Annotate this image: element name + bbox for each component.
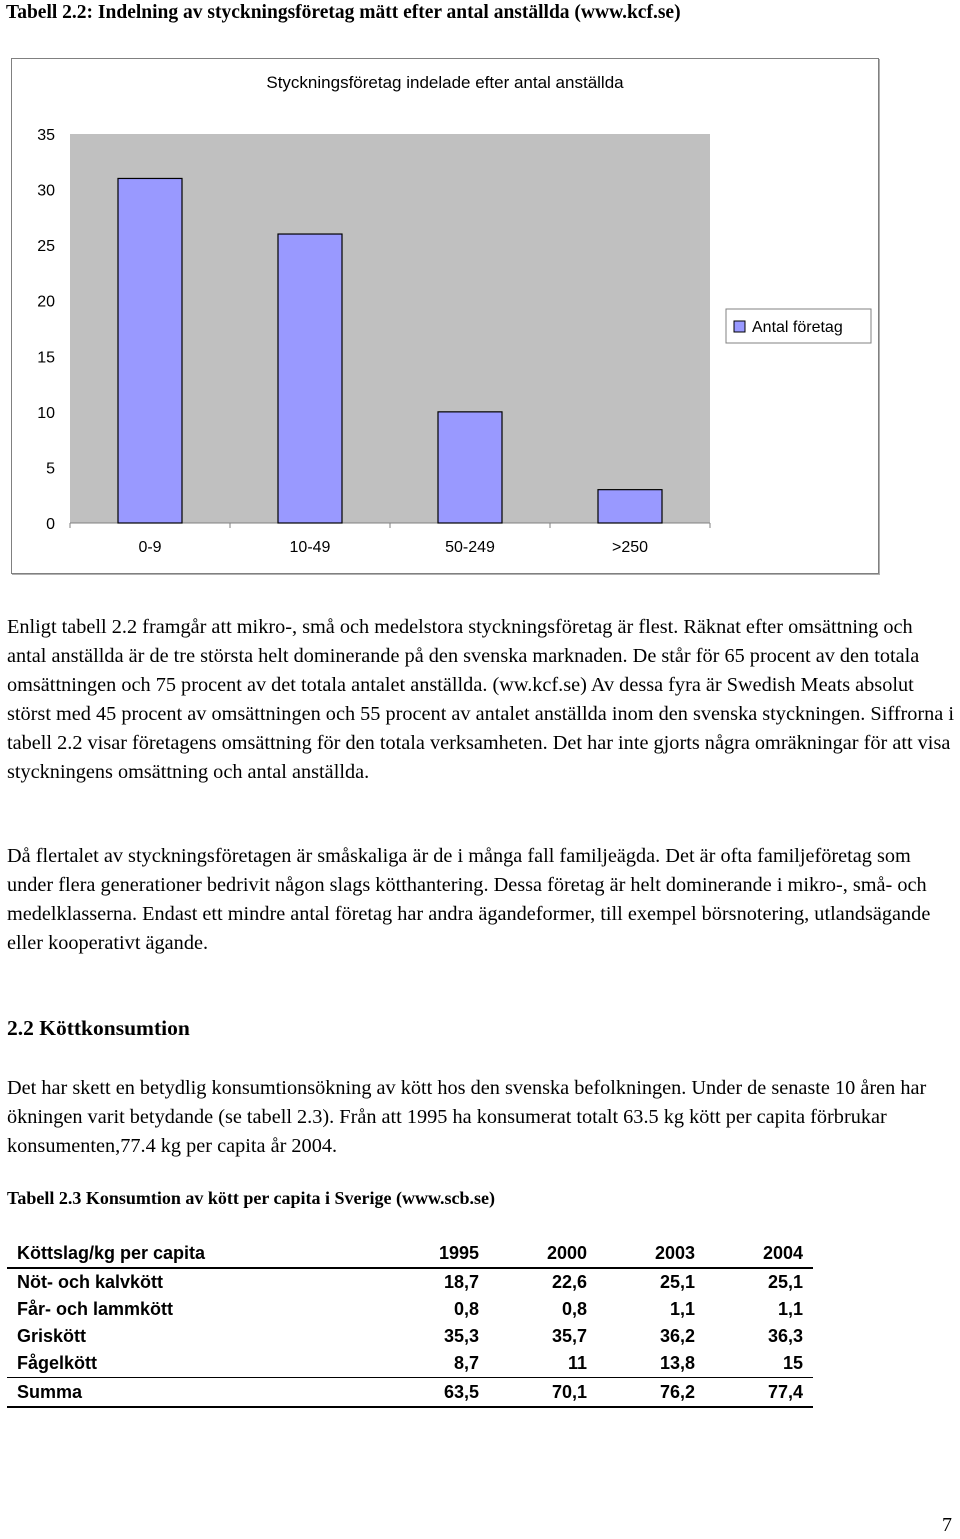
table-row <box>7 1323 813 1350</box>
table-cell: 0,8 <box>562 1299 588 1319</box>
table-caption-2-2: Tabell 2.2: Indelning av styckningsföretag mätt efter antal anställda (www.kcf.se) <box>6 2 681 23</box>
table-cell: 8,7 <box>454 1353 480 1373</box>
table-cell: 1,1 <box>669 1299 695 1319</box>
table-cell: 77,4 <box>705 1378 813 1408</box>
header-cell: Köttslag/kg per capita <box>7 1240 381 1268</box>
legend-swatch <box>734 321 745 332</box>
table-cell: 63,5 <box>381 1378 489 1408</box>
table-cell: Summa <box>7 1378 381 1408</box>
bar-50-249 <box>438 412 502 523</box>
bar-chart <box>11 58 879 574</box>
table-cell: 76,2 <box>597 1378 705 1408</box>
table-cell: 0,8 <box>454 1299 480 1319</box>
table-cell: 15 <box>782 1353 803 1373</box>
y-tick-label: 10 <box>37 404 55 422</box>
table-cell: 35,7 <box>551 1326 588 1346</box>
x-tick-label: >250 <box>611 539 649 556</box>
table-cell: Nöt- och kalvkött <box>17 1272 164 1292</box>
table-cell: 1,1 <box>777 1299 803 1319</box>
y-tick-label: 25 <box>37 238 55 256</box>
table-cell: 22,6 <box>551 1272 588 1292</box>
x-tick-label: 10-49 <box>289 539 331 556</box>
table-cell: 36,2 <box>659 1326 695 1346</box>
bar-chart-svg <box>12 59 878 573</box>
table-row <box>7 1296 813 1323</box>
table-row <box>7 1350 813 1378</box>
page-number: 7 <box>942 1514 952 1536</box>
bar->250 <box>598 490 662 523</box>
table-cell: 35,3 <box>444 1326 480 1346</box>
y-tick-label: 0 <box>46 516 55 533</box>
header-cell: 2004 <box>705 1240 813 1268</box>
x-tick-label: 0-9 <box>138 539 162 556</box>
paragraph-3: Det har skett en betydlig konsumtionsökning av kött hos den svenska befolkningen. Under de senaste 10 åren har ökningen varit betydande (se tabell 2.3). Från att 1995 ha konsumerat totalt 63.5 kg kött per capita förbrukar konsumenten,77.4 kg per capita år 2004. <box>7 1077 927 1157</box>
y-tick-label: 5 <box>46 460 55 478</box>
table-cell: Får- och lammkött <box>17 1299 174 1319</box>
table-cell: 13,8 <box>659 1353 695 1373</box>
y-tick-label: 35 <box>37 127 55 144</box>
table-cell: Fågelkött <box>17 1353 98 1373</box>
header-cell: 2003 <box>597 1240 705 1268</box>
table-cell: 11 <box>568 1353 588 1373</box>
table-cell: 70,1 <box>489 1378 597 1408</box>
meat-consumption-table <box>7 1240 813 1408</box>
bar-10-49 <box>278 234 342 523</box>
table-sum-row <box>7 1378 813 1408</box>
header-cell: 2000 <box>489 1240 597 1268</box>
bar-0-9 <box>118 178 182 523</box>
table-cell: 25,1 <box>767 1272 803 1292</box>
table-row <box>7 1268 813 1296</box>
legend-label: Antal företag <box>752 319 843 336</box>
paragraph-1: Enligt tabell 2.2 framgår att mikro-, små och medelstora styckningsföretag är flest. Räknat efter omsättning och antal anställda är de tre största helt dominerande på den svenska marknaden. De står för 65 procent av den totala omsättningen och 75 procent av det totala antalet anställda. (ww.kcf.se) Av dessa fyra är Swedish Meats absolut störst med 45 procent av omsättningen och 55 procent av antalet anställda inom den svenska styckningen. Siffrorna i tabell 2.2 visar företagens omsättning för den totala verksamheten. Det har inte gjorts några omräkningar för att visa styckningens omsättning och antal anställda. <box>7 616 954 783</box>
table-caption-2-3: Tabell 2.3 Konsumtion av kött per capita i Sverige (www.scb.se) <box>7 1188 496 1208</box>
y-tick-label: 15 <box>37 349 55 367</box>
y-tick-label: 30 <box>37 182 55 200</box>
table-cell: 25,1 <box>659 1272 695 1292</box>
table-header-row <box>7 1240 813 1268</box>
paragraph-2: Då flertalet av styckningsföretagen är småskaliga är de i många fall familjeägda. Det är ofta familjeföretag som under flera generationer bedrivit någon slags kötthantering. Dessa företag är helt dominerande i mikro-, små- och medelklasserna. Endast ett mindre antal företag har andra ägandeformer, till exempel börsnotering, utlandsägande eller kooperativt ägande. <box>7 845 931 954</box>
table-cell: Griskött <box>17 1326 87 1346</box>
chart-title: Styckningsföretag indelade efter antal anställda <box>266 73 624 92</box>
section-heading: 2.2 Köttkonsumtion <box>7 1016 190 1040</box>
x-tick-label: 50-249 <box>445 539 495 556</box>
table-cell: 36,3 <box>767 1326 803 1346</box>
table-cell: 18,7 <box>444 1272 480 1292</box>
y-tick-label: 20 <box>37 293 55 311</box>
header-cell: 1995 <box>381 1240 489 1268</box>
